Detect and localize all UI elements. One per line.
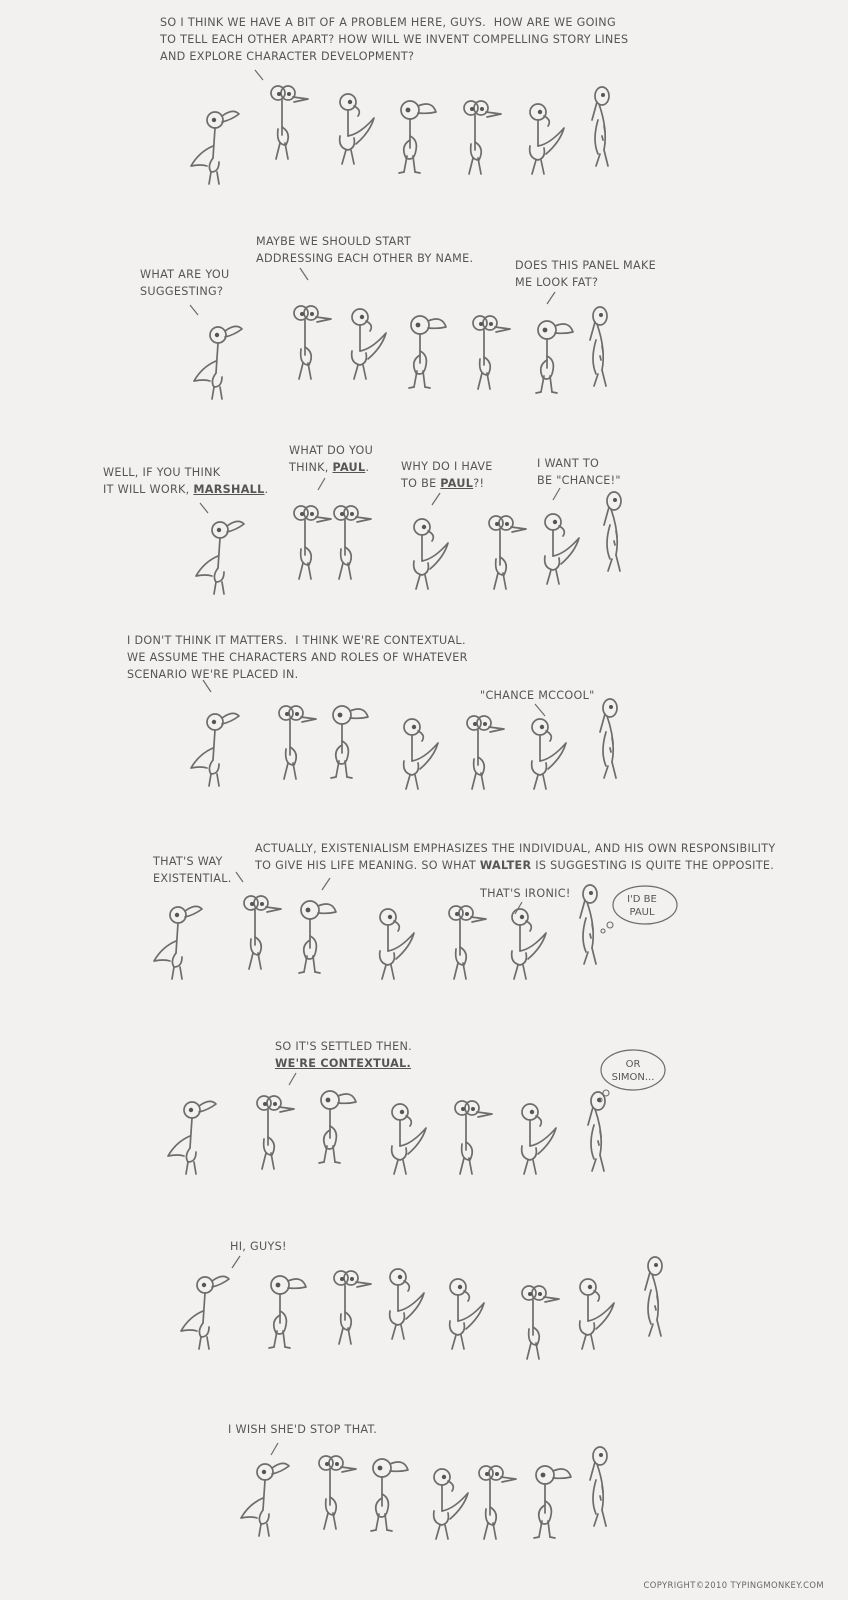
caption-hi-guys: HI, GUYS!: [230, 1240, 287, 1253]
caption-contextual: I DON'T THINK IT MATTERS. I THINK WE'RE CONTEXTUAL. WE ASSUME THE CHARACTERS AND ROLES OF WHATEVER SCENARIO WE'RE PLACED IN.: [127, 634, 468, 681]
caption-stop-that: I WISH SHE'D STOP THAT.: [228, 1423, 378, 1436]
caption-existentialism: ACTUALLY, EXISTENIALISM EMPHASIZES THE INDIVIDUAL, AND HIS OWN RESPONSIBILITY TO GIVE HIS LIFE MEANING. SO WHAT WALTER IS SUGGESTING IS QUITE THE OPPOSITE.: [255, 842, 776, 872]
thought-bubble-simon: OR SIMON...: [611, 1059, 655, 1083]
panel-8-figures: [241, 1443, 607, 1539]
panel-5-figures: [154, 872, 677, 979]
copyright: COPYRIGHT©2010 TYPINGMONKEY.COM: [643, 1580, 824, 1590]
caption-well-if-you-think: WELL, IF YOU THINK IT WILL WORK, MARSHALL.: [103, 466, 269, 496]
panel-3-figures: [196, 478, 621, 594]
caption-settled: SO IT'S SETTLED THEN. WE'RE CONTEXTUAL.: [275, 1040, 412, 1070]
caption-addressing: MAYBE WE SHOULD START ADDRESSING EACH OTHER BY NAME.: [256, 235, 474, 265]
caption-ironic: THAT'S IRONIC!: [480, 887, 571, 900]
caption-why-paul: WHY DO I HAVE TO BE PAUL?!: [401, 460, 493, 490]
panel-4-figures: [191, 680, 617, 789]
caption-problem: SO I THINK WE HAVE A BIT OF A PROBLEM HERE, GUYS. HOW ARE WE GOING TO TELL EACH OTHER APART? HOW WILL WE INVENT COMPELLING STORY LINES AND EXPLORE CHARACTER DEVELOPMENT?: [160, 16, 629, 63]
caption-existential: THAT'S WAY EXISTENTIAL.: [153, 855, 232, 885]
panel-6-figures: [168, 1050, 665, 1174]
caption-what-do-you-think: WHAT DO YOU THINK, PAUL.: [289, 444, 374, 474]
caption-look-fat: DOES THIS PANEL MAKE ME LOOK FAT?: [515, 259, 656, 289]
caption-suggesting: WHAT ARE YOU SUGGESTING?: [140, 268, 230, 298]
panel-1-figures: [191, 70, 609, 184]
panel-7-figures: [181, 1256, 662, 1359]
thought-bubble-paul: I'D BE PAUL: [627, 894, 657, 918]
caption-want-chance: I WANT TO BE "CHANCE!": [537, 457, 621, 487]
caption-chance-mccool: "CHANCE MCCOOL": [480, 689, 595, 702]
panel-2-figures: [190, 268, 607, 399]
